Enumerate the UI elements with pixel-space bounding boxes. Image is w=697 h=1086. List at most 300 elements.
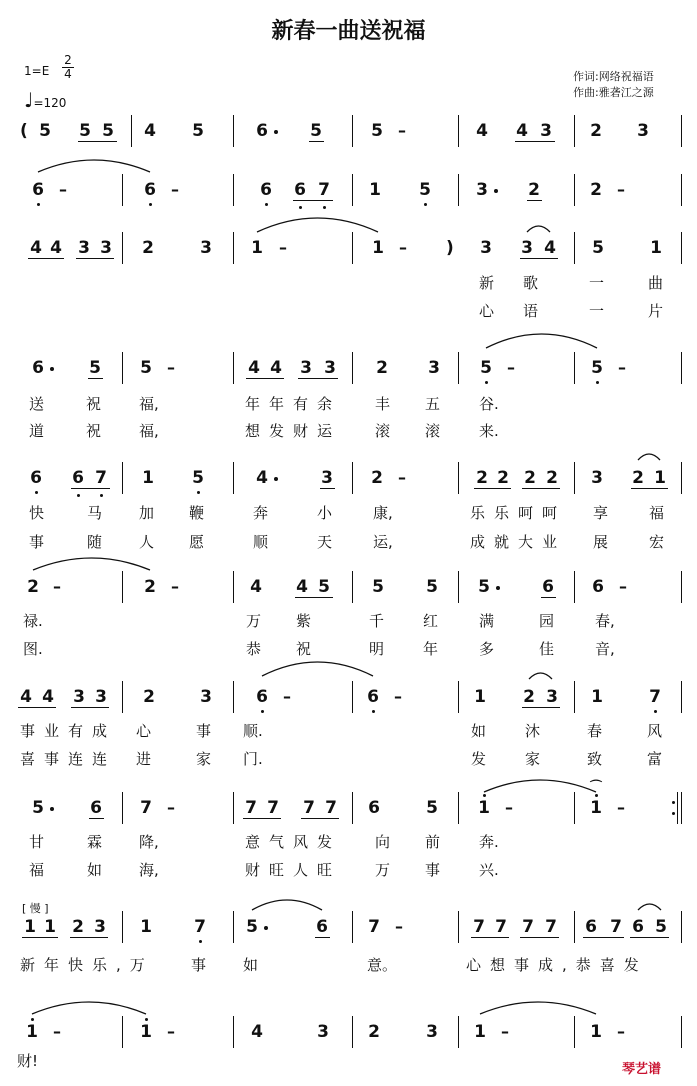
low-octave-dot [35,491,38,494]
note: 7 [473,917,485,937]
barline [122,462,123,494]
lyric-syllable: 满 [479,612,495,630]
tie-arc [638,454,660,460]
lyric-syllable: 祝 [86,422,102,440]
note: 6 [585,917,597,937]
dash-extension: – [617,180,625,199]
note: 3 [200,687,212,707]
dash-extension: – [617,1022,625,1041]
lyric-syllable: 福, [139,422,159,440]
repeat-dot [672,812,675,815]
high-octave-dot [145,1018,148,1021]
dash-extension: – [394,687,402,706]
note: 1 [654,468,666,488]
note: 2 [368,1022,380,1042]
note: 6 [294,180,306,200]
note: 7 [194,917,206,937]
lyric-syllable: 祝 [296,640,312,658]
note: 3 [476,180,488,200]
barline [233,911,234,943]
lyric-syllable: 随 [87,533,103,551]
note: 6 [90,798,102,818]
note: 5 [318,577,330,597]
lyric-syllable: 财旺人旺 [245,861,342,879]
note: 6 [72,468,84,488]
barline [352,1016,353,1048]
tie-arc [252,900,322,910]
lyric-syllable: 歌 [523,274,539,292]
note: 3 [317,1022,329,1042]
note: 3 [95,687,107,707]
beam-underline [70,937,108,938]
dash-extension: – [171,577,179,596]
note: 2 [371,468,383,488]
repeat-dot [672,801,675,804]
tie-arc [486,334,597,348]
barline [352,174,353,206]
lyric-syllable: 沐 [525,722,541,740]
beam-underline [76,258,114,259]
note: 7 [545,917,557,937]
note: 1 [140,917,152,937]
barline [574,115,575,147]
note: 7 [610,917,622,937]
augmentation-dot [50,807,54,811]
lyric-syllable: 想发财运 [245,422,342,440]
tie-arc [638,904,661,910]
lyric-syllable: 紫 [296,612,312,630]
lyric-syllable: 万 [246,612,262,630]
lyric-syllable: 送 [29,395,45,413]
barline [122,792,123,824]
beam-underline [520,258,558,259]
lyric-syllable: 语 [523,302,539,320]
note: 3 [591,468,603,488]
tie-arc [32,1002,146,1014]
lyric-syllable: 顺. [243,722,263,740]
lyric-syllable: 富 [647,750,663,768]
dash-extension: – [505,798,513,817]
barline [574,174,575,206]
beam-underline [315,937,330,938]
beam-underline [78,141,117,142]
note: 7 [140,798,152,818]
barline [458,352,459,384]
note: 3 [100,238,112,258]
note: 7 [368,917,380,937]
quarter-note-icon: ♩ [24,88,34,112]
note: 2 [142,238,154,258]
lyric-syllable: 天 [317,533,333,551]
lyric-syllable: 一 [589,302,605,320]
dash-extension: – [59,180,67,199]
note: 5 [426,798,438,818]
tie-arc [257,218,378,232]
lyric-syllable: 五 [425,395,441,413]
low-octave-dot [77,494,80,497]
lyric-syllable: 曲 [648,274,664,292]
note: 6 [260,180,272,200]
site-logo: 琴艺谱 [622,1062,662,1077]
lyric-syllable: 事 [425,861,441,879]
lyric-syllable: 人 [139,533,155,551]
note: 2 [523,687,535,707]
lyric-syllable: 春 [587,722,603,740]
note: 2 [524,468,536,488]
lyric-syllable: 年年有余 [245,395,342,413]
lyric-syllable: 如 [243,956,259,974]
barline [458,174,459,206]
note: 5 [480,358,492,378]
dash-extension: – [507,358,515,377]
beam-underline [246,378,284,379]
lyric-syllable: 致 [587,750,603,768]
note: 5 [32,798,44,818]
note: 6 [368,798,380,818]
note: 4 [256,468,268,488]
lyric-syllable: 滚 [375,422,391,440]
dash-extension: – [171,180,179,199]
lyric-syllable: 意气风发 [245,833,342,851]
barline [122,681,123,713]
low-octave-dot [149,203,152,206]
barline [233,462,234,494]
note: 6 [30,468,42,488]
lyric-syllable: 一 [589,274,605,292]
barline [352,115,353,147]
note: 5 [192,121,204,141]
note: 3 [78,238,90,258]
lyric-syllable: 霖 [87,833,103,851]
lyric-syllable: 展 [593,533,609,551]
note: 7 [267,798,279,818]
note: 1 [24,917,36,937]
barline [122,174,123,206]
barline [681,352,682,384]
note: 1 [591,687,603,707]
barline [122,232,123,264]
barline [233,174,234,206]
barline [233,571,234,603]
lyric-syllable: 加 [139,504,155,522]
lyric-syllable: 福 [649,504,665,522]
note: 5 [372,577,384,597]
note: 6 [632,917,644,937]
low-octave-dot [299,206,302,209]
beam-underline [22,937,58,938]
lyric-syllable: 向 [375,833,391,851]
tie-arc [262,662,373,676]
note: 5 [419,180,431,200]
barline [352,352,353,384]
lyric-syllable: 事 [29,533,45,551]
note: 3 [73,687,85,707]
beam-underline [583,937,624,938]
lyric-syllable: 海, [139,861,159,879]
note: 6 [32,358,44,378]
note: 1 [372,238,384,258]
high-octave-dot [31,1018,34,1021]
barline [681,571,682,603]
note: 1 [474,1022,486,1042]
note: 3 [426,1022,438,1042]
note: 1 [26,1022,38,1042]
note: 6 [316,917,328,937]
beam-underline [88,378,103,379]
fermata: ⌒ [589,779,602,793]
lyric-syllable: 佳 [539,640,555,658]
note: 2 [632,468,644,488]
note: 1 [142,468,154,488]
lyric-syllable: 如 [87,861,103,879]
page-title: 新春一曲送祝福 [271,19,426,44]
lyric-syllable: 宏 [649,533,665,551]
lyric-syllable: 顺 [253,533,269,551]
lyric-syllable: 禄. [23,612,43,630]
lyric-syllable: 片 [648,302,664,320]
lyric-syllable: 享 [593,504,609,522]
barline [681,462,682,494]
note: 1 [44,917,56,937]
note: 2 [376,358,388,378]
beam-underline [293,200,333,201]
low-octave-dot [261,710,264,713]
lyric-syllable: 奔. [479,833,499,851]
lyric-syllable: 乐乐呵呵 [470,504,567,522]
dash-extension: – [283,687,291,706]
lyricist-credit: 作词:网络祝福语 [573,70,654,83]
barline [352,232,353,264]
barline [233,1016,234,1048]
note: 4 [30,238,42,258]
low-octave-dot [424,203,427,206]
lyric-syllable: 心 [136,722,152,740]
lyric-syllable: 福 [29,861,45,879]
lyric-syllable: 园 [539,612,555,630]
note: 1 [650,238,662,258]
note: 1 [474,687,486,707]
lyric-syllable: 事业有成 [20,722,117,740]
note: 4 [50,238,62,258]
dash-extension: – [618,358,626,377]
barline [574,1016,575,1048]
barline [574,462,575,494]
note: 5 [478,577,490,597]
note: 4 [296,577,308,597]
lyric-syllable: 前 [425,833,441,851]
dash-extension: – [53,1022,61,1041]
note: 3 [200,238,212,258]
note: 5 [371,121,383,141]
barline [574,792,575,824]
tie-arc [33,558,150,570]
barline [122,571,123,603]
lyric-syllable: 成就大业 [470,533,567,551]
beam-underline [295,597,333,598]
note: 2 [27,577,39,597]
barline [352,911,353,943]
lyric-syllable: 家 [196,750,212,768]
composer-credit: 作曲:雅砻江之源 [573,86,654,99]
lyric-syllable: 心 [479,302,495,320]
barline [458,911,459,943]
note: 1 [590,798,602,818]
note: 2 [528,180,540,200]
lyric-syllable: 门. [243,750,263,768]
tie-arc [480,1002,596,1014]
barline [681,792,682,824]
barline [233,115,234,147]
barline [681,1016,682,1048]
note: 1 [590,1022,602,1042]
note: 3 [321,468,333,488]
barline [681,232,682,264]
low-octave-dot [100,494,103,497]
beam-underline [474,488,511,489]
tie-arc [38,160,150,172]
note: 2 [144,577,156,597]
lyric-syllable: 祝 [86,395,102,413]
dash-extension: – [398,121,406,140]
lyric-syllable: 降, [139,833,159,851]
note: 7 [325,798,337,818]
note: 4 [42,687,54,707]
beam-underline [527,200,542,201]
beam-underline [630,937,669,938]
dash-extension: – [399,238,407,257]
close-paren: ) [446,238,454,258]
lyric-syllable: 财! [17,1052,39,1070]
note: 2 [590,121,602,141]
note: 5 [192,468,204,488]
barline [458,681,459,713]
note: 4 [144,121,156,141]
note: 3 [324,358,336,378]
note: 5 [655,917,667,937]
beam-underline [471,937,509,938]
note: 2 [72,917,84,937]
lyric-syllable: 鞭 [189,504,205,522]
note: 5 [246,917,258,937]
barline [458,462,459,494]
note: 1 [478,798,490,818]
dash-extension: – [617,798,625,817]
beam-underline [89,818,104,819]
barline [122,1016,123,1048]
dash-extension: – [395,917,403,936]
dash-extension: – [167,1022,175,1041]
beam-underline [515,141,555,142]
note: 3 [637,121,649,141]
barline [681,911,682,943]
beam-underline [18,707,56,708]
lyric-syllable: 红 [423,612,439,630]
dash-extension: – [619,577,627,596]
low-octave-dot [197,491,200,494]
note: 4 [544,238,556,258]
barline [681,115,682,147]
lyric-syllable: 千 [369,612,385,630]
note: 6 [592,577,604,597]
barline [574,571,575,603]
augmentation-dot [274,477,278,481]
dash-extension: – [398,468,406,487]
note: 3 [540,121,552,141]
lyric-syllable: 多 [479,640,495,658]
note: 5 [591,358,603,378]
note: 1 [251,238,263,258]
lyric-syllable: 心想事成,恭喜发 [466,956,648,974]
open-paren: ( [20,121,28,141]
low-octave-dot [654,710,657,713]
note: 6 [542,577,554,597]
lyric-syllable: 恭 [246,640,262,658]
lyric-syllable: 事 [196,722,212,740]
lyric-syllable: 家 [525,750,541,768]
barline [122,352,123,384]
tie-arc [529,673,552,679]
tempo-marking: ♩=120 [24,88,67,112]
augmentation-dot [274,130,278,134]
beam-underline [522,707,560,708]
note: 7 [303,798,315,818]
lyric-syllable: 如 [471,722,487,740]
note: 4 [250,577,262,597]
lyric-syllable: 意。 [367,956,398,974]
lyric-syllable: 丰 [375,395,391,413]
note: 7 [495,917,507,937]
lyric-syllable: 甘 [29,833,45,851]
note: 6 [256,121,268,141]
beam-underline [522,488,560,489]
barline [458,571,459,603]
beam-underline [301,818,339,819]
beam-underline [71,488,110,489]
low-octave-dot [323,206,326,209]
note: 6 [32,180,44,200]
barline [131,115,132,147]
note: 7 [318,180,330,200]
lyric-syllable: 新 [479,274,495,292]
barline [458,1016,459,1048]
lyric-syllable: 马 [87,504,103,522]
key-signature: 1=E [24,64,50,78]
lyric-syllable: 春, [595,612,615,630]
note: 5 [39,121,51,141]
low-octave-dot [372,710,375,713]
note: 4 [516,121,528,141]
lyric-syllable: 奔 [253,504,269,522]
barline [352,792,353,824]
note: 3 [480,238,492,258]
augmentation-dot [264,926,268,930]
note: 4 [476,121,488,141]
note: 2 [497,468,509,488]
barline [681,681,682,713]
lyric-syllable: 发 [471,750,487,768]
lyric-syllable: 福, [139,395,159,413]
lyric-syllable: 康, [373,504,393,522]
lyric-syllable: 进 [136,750,152,768]
augmentation-dot [50,367,54,371]
lyric-syllable: 谷. [479,395,499,413]
augmentation-dot [494,189,498,193]
lyric-syllable: 来. [479,422,499,440]
note: 3 [521,238,533,258]
dash-extension: – [501,1022,509,1041]
beam-underline [28,258,64,259]
lyric-syllable: 运, [373,533,393,551]
